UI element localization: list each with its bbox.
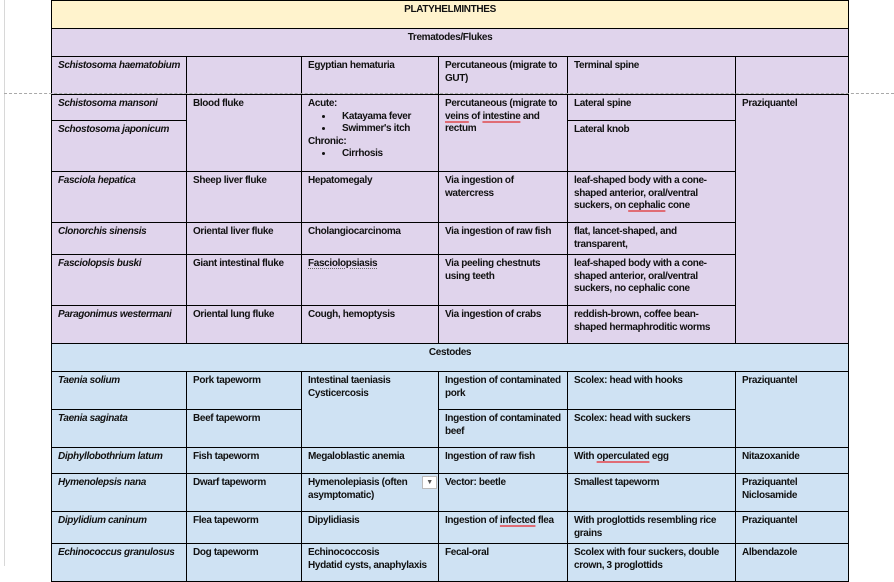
trematodes-heading[interactable]: Trematodes/Flukes — [52, 29, 849, 57]
text-span: of — [468, 110, 483, 122]
feature-cell[interactable]: reddish-brown, coffee bean-shaped hermaphroditic worms — [568, 306, 736, 344]
phylum-row — [52, 1, 849, 29]
species-cell[interactable]: Taenia solium — [52, 372, 187, 410]
table-row — [52, 57, 849, 95]
transmission-cell[interactable]: Via ingestion of crabs — [439, 306, 568, 344]
feature-cell[interactable]: flat, lancet-shaped, and transparent, — [568, 223, 736, 255]
table-row — [52, 255, 849, 306]
treatment-cell[interactable]: Praziquantel — [736, 512, 849, 544]
feature-cell[interactable]: Lateral spine — [568, 95, 736, 121]
common-name-cell[interactable]: Fish tapeworm — [187, 448, 302, 474]
grammar-word: Fasciolopsiasis — [308, 258, 378, 269]
treatment-cell[interactable] — [736, 57, 849, 95]
transmission-cell[interactable]: Via ingestion of watercress — [439, 172, 568, 223]
table-row — [52, 512, 849, 544]
feature-cell[interactable]: Lateral knob — [568, 121, 736, 172]
species-cell[interactable]: Paragonimus westermani — [52, 306, 187, 344]
common-name-cell[interactable]: Dwarf tapeworm — [187, 474, 302, 512]
disease-cell[interactable] — [302, 474, 439, 512]
trematodes-heading-row — [52, 29, 849, 57]
spellcheck-word: intestine — [482, 110, 521, 122]
common-name-cell[interactable]: Giant intestinal fluke — [187, 255, 302, 306]
parasite-table — [51, 0, 849, 582]
chronic-list — [308, 148, 432, 161]
species-cell[interactable]: Schistosoma haematobium — [52, 57, 187, 95]
text-span: and rectum — [445, 110, 540, 134]
common-name-cell[interactable]: Oriental lung fluke — [187, 306, 302, 344]
transmission-cell[interactable]: Ingestion of contaminated pork — [439, 372, 568, 410]
species-cell[interactable]: Taenia saginata — [52, 410, 187, 448]
acute-list — [308, 111, 432, 136]
table-row — [52, 474, 849, 512]
text-span: Percutaneous (migrate to — [445, 98, 558, 109]
cestodes-heading-row — [52, 344, 849, 372]
transmission-cell[interactable]: Ingestion of raw fish — [439, 448, 568, 474]
treatment-cell[interactable]: Praziquantel — [736, 372, 849, 448]
text-span: egg — [649, 451, 669, 462]
common-name-cell[interactable]: Beef tapeworm — [187, 410, 302, 448]
feature-cell[interactable]: Scolex with four suckers, double crown, 3 proglottids — [568, 544, 736, 582]
spellcheck-word: operculated — [596, 451, 650, 462]
spellcheck-word: infected — [499, 515, 536, 526]
text-span: flea — [535, 515, 554, 526]
common-name-cell[interactable]: Flea tapeworm — [187, 512, 302, 544]
text-span: cone — [665, 200, 690, 211]
table-row — [52, 172, 849, 223]
spellcheck-word: cephalic — [628, 200, 666, 211]
disease-cell[interactable]: Cholangiocarcinoma — [302, 223, 439, 255]
common-name-cell[interactable]: Blood fluke — [187, 95, 302, 172]
feature-cell[interactable] — [568, 172, 736, 223]
feature-cell[interactable]: With proglottids resembling rice grains — [568, 512, 736, 544]
common-name-cell[interactable] — [187, 57, 302, 95]
species-cell[interactable]: Fasciolopsis buski — [52, 255, 187, 306]
page-break-line — [4, 93, 894, 94]
acute-label: Acute: — [308, 98, 338, 109]
table-row — [52, 223, 849, 255]
dropdown-arrow-icon[interactable]: ▼ — [422, 476, 437, 489]
common-name-cell[interactable]: Sheep liver fluke — [187, 172, 302, 223]
text-span: With — [574, 451, 597, 462]
page-left-edge — [4, 0, 5, 566]
text-span: leaf-shaped body with a cone-shaped anterior, oral/ventral suckers, on — [574, 175, 707, 211]
transmission-cell[interactable]: Percutaneous (migrate to GUT) — [439, 57, 568, 95]
disease-cell[interactable]: Megaloblastic anemia — [302, 448, 439, 474]
feature-cell[interactable]: Scolex: head with suckers — [568, 410, 736, 448]
treatment-cell[interactable]: Praziquantel — [736, 95, 849, 344]
table-row — [52, 95, 849, 121]
transmission-cell[interactable] — [439, 512, 568, 544]
feature-cell[interactable] — [568, 448, 736, 474]
disease-cell[interactable] — [302, 255, 439, 306]
transmission-cell[interactable]: Fecal-oral — [439, 544, 568, 582]
transmission-cell[interactable]: Via peeling chestnuts using teeth — [439, 255, 568, 306]
transmission-cell[interactable]: Ingestion of contaminated beef — [439, 410, 568, 448]
treatment-cell[interactable]: Nitazoxanide — [736, 448, 849, 474]
text-span: Hymenolepiasis (often asymptomatic) — [308, 477, 408, 501]
table-row — [52, 410, 849, 448]
species-cell[interactable]: Hymenolepsis nana — [52, 474, 187, 512]
disease-cell[interactable] — [302, 95, 439, 172]
common-name-cell[interactable]: Oriental liver fluke — [187, 223, 302, 255]
transmission-cell[interactable] — [439, 95, 568, 172]
table-row — [52, 306, 849, 344]
treatment-cell[interactable]: Praziquantel Niclosamide — [736, 474, 849, 512]
common-name-cell[interactable]: Pork tapeworm — [187, 372, 302, 410]
disease-cell[interactable]: Intestinal taeniasis Cysticercosis — [302, 372, 439, 448]
disease-cell[interactable]: Echinococcosis Hydatid cysts, anaphylaxis — [302, 544, 439, 582]
cestodes-heading[interactable]: Cestodes — [52, 344, 849, 372]
table-row — [52, 372, 849, 410]
feature-cell[interactable]: leaf-shaped body with a cone-shaped anterior, oral/ventral suckers, no cephalic cone — [568, 255, 736, 306]
species-cell[interactable]: Schistosoma mansoni — [52, 95, 187, 121]
disease-cell[interactable]: Dipylidiasis — [302, 512, 439, 544]
text-span: Ingestion of — [445, 515, 500, 526]
disease-cell[interactable]: Cough, hemoptysis — [302, 306, 439, 344]
species-cell[interactable]: Fasciola hepatica — [52, 172, 187, 223]
treatment-cell[interactable]: Albendazole — [736, 544, 849, 582]
species-cell[interactable]: Clonorchis sinensis — [52, 223, 187, 255]
transmission-cell[interactable]: Via ingestion of raw fish — [439, 223, 568, 255]
common-name-cell[interactable]: Dog tapeworm — [187, 544, 302, 582]
table-row — [52, 544, 849, 582]
disease-cell[interactable]: Egyptian hematuria — [302, 57, 439, 95]
species-cell[interactable]: Dipylidium caninum — [52, 512, 187, 544]
spellcheck-word: veins — [445, 110, 469, 122]
phylum-heading[interactable]: PLATYHELMINTHES — [52, 1, 849, 29]
chronic-label: Chronic: — [308, 135, 347, 147]
species-cell[interactable]: Schostosoma japonicum — [52, 121, 187, 172]
list-item: • Swimmer's itch — [334, 123, 432, 136]
table-row — [52, 448, 849, 474]
feature-cell[interactable]: Smallest tapeworm — [568, 474, 736, 512]
transmission-cell[interactable]: Vector: beetle — [439, 474, 568, 512]
feature-cell[interactable]: Terminal spine — [568, 57, 736, 95]
list-item: • Cirrhosis — [334, 148, 432, 161]
disease-cell[interactable]: Hepatomegaly — [302, 172, 439, 223]
list-item: • Katayama fever — [334, 111, 432, 124]
species-cell[interactable]: Echinococcus granulosus — [52, 544, 187, 582]
feature-cell[interactable]: Scolex: head with hooks — [568, 372, 736, 410]
species-cell[interactable]: Diphyllobothrium latum — [52, 448, 187, 474]
